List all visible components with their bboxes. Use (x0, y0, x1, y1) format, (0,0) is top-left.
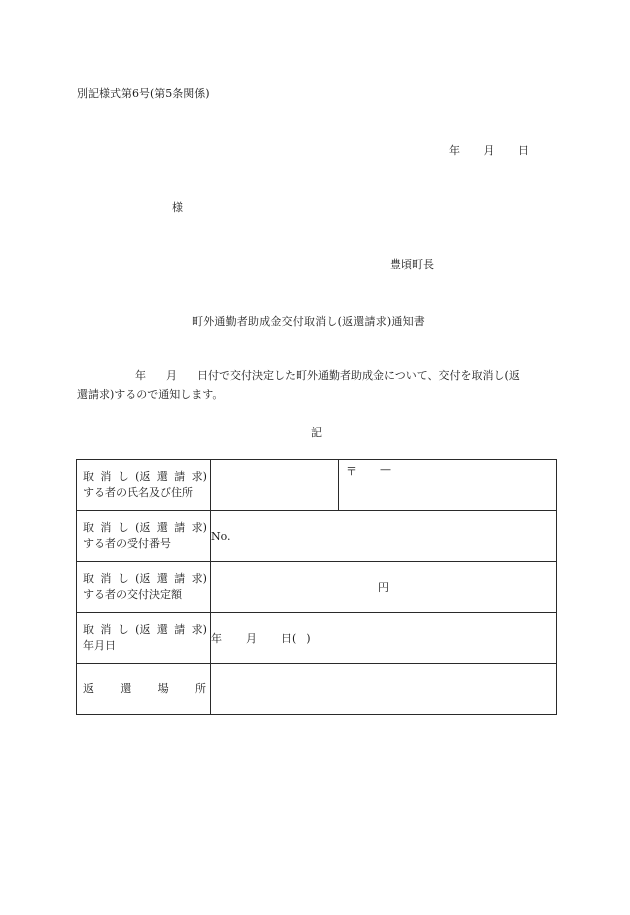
label-char: 還 (156, 470, 168, 483)
label-amount (77, 562, 211, 613)
label-return-place (77, 664, 211, 715)
label-bottom-line: 年月日 (83, 639, 116, 652)
label-char: 返 (83, 682, 94, 695)
date-line: 年 月 日 (449, 144, 529, 157)
sender-name: 豊頃町長 (390, 258, 434, 271)
body-line1-rest: 日付で交付決定した町外通勤者助成金について、交付を取消し(返 (197, 369, 520, 382)
postal-dash: — (380, 463, 391, 476)
table-row-return-place (77, 664, 557, 715)
table-row-date (77, 613, 557, 664)
label-bottom-line: する者の交付決定額 (83, 588, 182, 601)
date-day: 日( (281, 632, 297, 645)
date-year: 年 (211, 632, 222, 645)
date-field[interactable] (211, 613, 557, 664)
label-char: 取 (83, 470, 94, 483)
label-name-address (77, 460, 211, 511)
ki-heading: 記 (311, 426, 322, 439)
label-char: 求) (191, 572, 207, 585)
label-char: 取 (83, 521, 94, 534)
label-bottom-line: する者の氏名及び住所 (83, 486, 193, 499)
label-char: (返 (135, 623, 151, 636)
label-char: 請 (174, 521, 186, 534)
amount-field[interactable] (211, 562, 557, 613)
table-row-receipt-number (77, 511, 557, 562)
postal-mark: 〒 (346, 465, 357, 478)
return-place-field[interactable] (211, 664, 557, 715)
form-number: 別記様式第6号(第5条関係) (77, 87, 210, 100)
label-char: (返 (135, 572, 151, 585)
label-date (77, 613, 211, 664)
label-char: 求) (191, 470, 207, 483)
date-month: 月 (246, 632, 257, 645)
label-char: 所 (194, 682, 206, 695)
receipt-number-field[interactable] (211, 511, 557, 562)
label-char: 取 (83, 572, 94, 585)
label-spread-line (83, 681, 206, 697)
label-top-line (83, 571, 207, 587)
receipt-number-prefix: No. (211, 529, 231, 543)
label-char: 還 (156, 521, 168, 534)
body-line-2: 還請求)するので通知します。 (77, 388, 224, 401)
body-month: 月 (166, 369, 177, 382)
info-table (76, 459, 557, 715)
label-char: 請 (174, 623, 186, 636)
table-row-amount (77, 562, 557, 613)
label-char: 請 (174, 470, 186, 483)
address-field[interactable] (339, 460, 557, 511)
label-char: 消 (100, 470, 112, 483)
label-char: し (117, 470, 129, 483)
label-char: し (117, 623, 129, 636)
amount-unit: 円 (378, 581, 389, 594)
label-char: (返 (135, 470, 151, 483)
label-char: 消 (100, 623, 112, 636)
label-bottom-line: する者の受付番号 (83, 537, 171, 550)
label-char: 求) (191, 623, 207, 636)
label-top-line (83, 520, 207, 536)
label-char: し (117, 521, 129, 534)
label-char: 消 (100, 572, 112, 585)
date-close: ) (306, 632, 311, 645)
label-char: 取 (83, 623, 94, 636)
label-char: 還 (156, 572, 168, 585)
label-char: (返 (135, 521, 151, 534)
document-title: 町外通勤者助成金交付取消し(返還請求)通知書 (192, 315, 425, 328)
body-text (77, 366, 557, 404)
body-line-1 (77, 366, 557, 385)
addressee-suffix: 様 (172, 201, 183, 214)
label-char: 場 (157, 682, 169, 695)
label-top-line (83, 469, 207, 485)
name-field[interactable] (211, 460, 339, 511)
body-year: 年 (135, 369, 146, 382)
label-char: 還 (120, 682, 132, 695)
label-top-line (83, 622, 207, 638)
label-char: 求) (191, 521, 207, 534)
label-char: 請 (174, 572, 186, 585)
label-receipt-number (77, 511, 211, 562)
label-char: 消 (100, 521, 112, 534)
label-char: し (117, 572, 129, 585)
label-char: 還 (156, 623, 168, 636)
table-row-name-address (77, 460, 557, 511)
